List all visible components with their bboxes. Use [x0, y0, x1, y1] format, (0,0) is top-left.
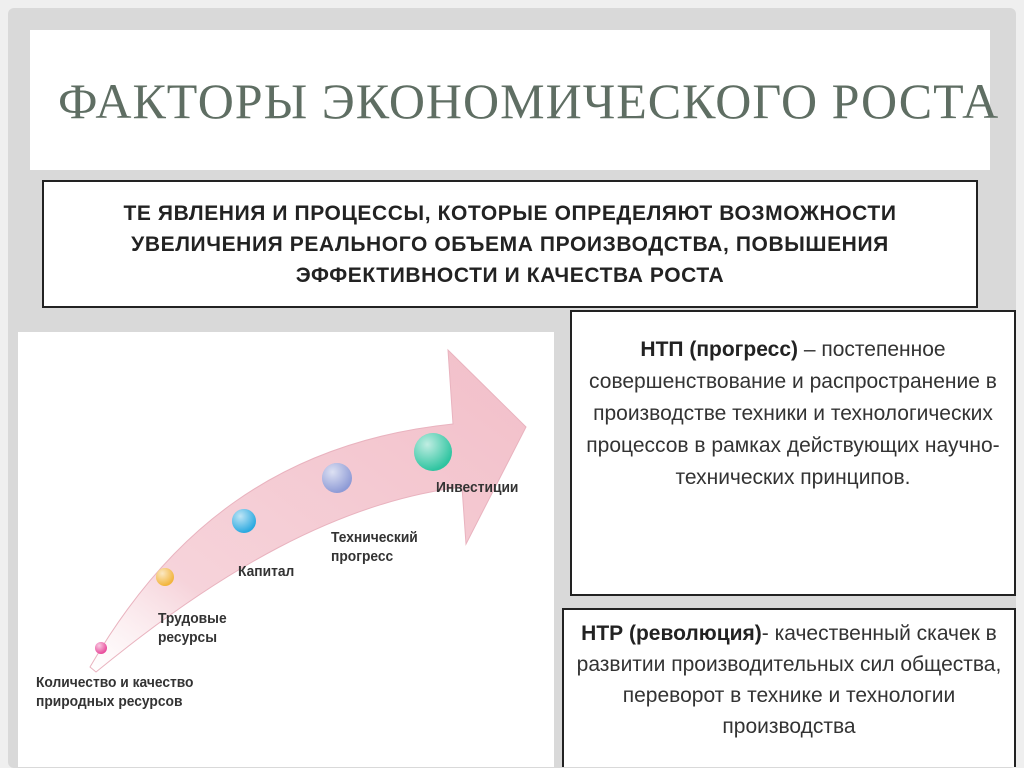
definition-text: ТЕ ЯВЛЕНИЯ И ПРОЦЕССЫ, КОТОРЫЕ ОПРЕДЕЛЯЮТ ВОЗМОЖНОСТИ УВЕЛИЧЕНИЯ РЕАЛЬНОГО ОБЪЕМА ПРОИЗВОДСТВА, ПОВЫШЕНИЯ ЭФФЕКТИВНОСТИ И КАЧЕСТВА РОСТА: [123, 201, 897, 287]
ntp-definition-box: [570, 310, 1016, 596]
label-labor-resources-line1: Трудовые: [158, 610, 227, 627]
ntr-term: НТР (революция): [581, 622, 762, 645]
growth-factors-diagram: [18, 332, 554, 767]
marker-capital-shine: [232, 509, 256, 533]
slide-title: ФАКТОРЫ ЭКОНОМИЧЕСКОГО РОСТА: [58, 73, 1000, 129]
label-capital: [238, 562, 294, 581]
marker-natural-resources-shine: [95, 642, 107, 654]
growth-arrow-shape: [90, 350, 526, 672]
label-capital-line1: Капитал: [238, 563, 295, 580]
label-tech-progress: [331, 528, 418, 566]
marker-tech-progress-shine: [322, 463, 352, 493]
title-box: [30, 30, 1000, 170]
marker-labor-resources-shine: [156, 568, 174, 586]
label-natural-resources-line1: Количество и качество: [36, 674, 194, 691]
definition-box: [42, 180, 978, 308]
label-tech-progress-line2: прогресс: [331, 548, 394, 565]
marker-investments-shine: [414, 433, 452, 471]
ntr-definition-box: [562, 608, 1016, 767]
ntp-definition: – постепенное совершенствование и распространение в производстве техники и технологических процессов в рамках действующих научно-технических принципов.: [586, 338, 1000, 489]
label-investments-line1: Инвестиции: [436, 479, 519, 496]
label-natural-resources: [36, 673, 193, 711]
label-labor-resources-line2: ресурсы: [158, 629, 217, 646]
ntr-definition: - качественный скачек в развитии производительных сил общества, переворот в технике и технологии производства: [576, 622, 1002, 738]
label-natural-resources-line2: природных ресурсов: [36, 693, 183, 710]
label-tech-progress-line1: Технический: [331, 529, 418, 546]
label-investments: [436, 478, 518, 497]
ntp-term: НТП (прогресс): [640, 338, 798, 361]
label-labor-resources: [158, 609, 227, 647]
